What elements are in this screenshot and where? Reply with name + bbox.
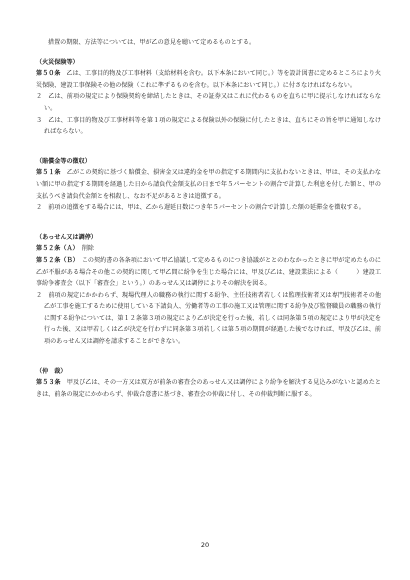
article-53-paragraph-1	[36, 377, 381, 400]
article-51-text-1: 乙がこの契約に基づく賠償金、損害金又は違約金を甲の指定する期間内に支払わないときは、甲は、その支払わない額に甲の指定する期間を経過した日から請負代金額支払の日まで年５パーセントの割合で計算した利息を付した額と、甲の支払うべき請負代金額とを相殺し、なお不足があるときは追徴する。	[36, 169, 382, 200]
page-number: 20	[200, 541, 210, 549]
article-52a-paragraph	[36, 243, 381, 255]
article-50-paragraph-2: ２ 乙は、前項の規定により保険契約を締結したときは、その証券又はこれに代わるものを直ちに甲に提示しなければならない。	[36, 93, 381, 112]
article-50-paragraph-3: ３ 乙は、工事目的物及び工事材料等を第１項の規定による保険以外の保険に付したときは、直ちにその旨を甲に通知しなければならない。	[36, 116, 381, 136]
section-heading-arbitration: （仲 裁）	[36, 367, 67, 375]
article-51-number: 第５１条	[36, 169, 61, 177]
article-50-text-1: 乙は、工事目的物及び工事材料（支給材料を含む。以下本条において同じ。）等を設計図書に定めるところにより火災保険、建設工事保険その他の保険（これに準ずるものを含む。以下本条において同じ。）に付さなければならない。	[36, 70, 382, 89]
intro-paragraph: 措置の期限、方法等については、甲が乙の意見を聴いて定めるものとする。	[48, 39, 256, 46]
article-51-paragraph-2: ２ 前項の追徴をする場合には、甲は、乙から遅延日数につき年５パーセントの割合で計算した額の延滞金を徴収する。	[36, 204, 365, 212]
article-53-number: 第５３条	[36, 379, 61, 387]
article-52a-number: 第５２条（Ａ）	[36, 245, 76, 253]
article-53-text-1: 甲及び乙は、その一方又は双方が前条の審査会のあっせん又は調停により紛争を解決する見込みがないと認めたときは、前条の規定にかかわらず、仲裁合意書に基づき、審査会の仲裁に付し、その仲裁判断に服する。	[36, 379, 381, 398]
section-heading-mediation: （あっせん又は調停）	[36, 233, 97, 241]
article-52b-text-1: この契約書の各条項において甲乙協議して定めるものにつき協議がととのわなかったときに甲が定めたものに乙が不服がある場合その他この契約に関して甲乙間に紛争を生じた場合には、甲及び乙は、建設業法による（ ）建設工事紛争審査会（以下「審査会」という。）のあっせん又は調停によりその解決を図る。	[36, 256, 381, 288]
article-52b-paragraph-1	[36, 255, 381, 290]
article-50-paragraph-1	[36, 68, 381, 91]
article-52b-number: 第５２条（Ｂ）	[36, 256, 76, 264]
article-52b-paragraph-2: ２ 前項の規定にかかわらず、現場代理人の職務の執行に関する紛争、主任技術者若しくは監理技術者又は専門技術者その他乙が工事を施工するために使用している下請負人、労働者等の工事の施工又は管理に関する紛争及び監督職員の職務の執行に関する紛争については、第１２条第３項の規定により乙が決定を行った後、若しくは同条第５項の規定により甲が決定を行った後、又は甲若しくは乙が決定を行わずに同条第３項若しくは第５項の期間が経過した後でなければ、甲及び乙は、前項のあっせん又は調停を請求することができない。	[36, 291, 381, 346]
article-52a-text: 削除	[81, 245, 94, 253]
article-50-number: 第５０条	[36, 70, 61, 78]
section-heading-fire-insurance: （火災保険等）	[36, 58, 79, 66]
document-body	[36, 37, 381, 400]
article-51-paragraph-1	[36, 167, 381, 202]
section-heading-compensation: （賠償金等の徴収）	[36, 157, 91, 165]
